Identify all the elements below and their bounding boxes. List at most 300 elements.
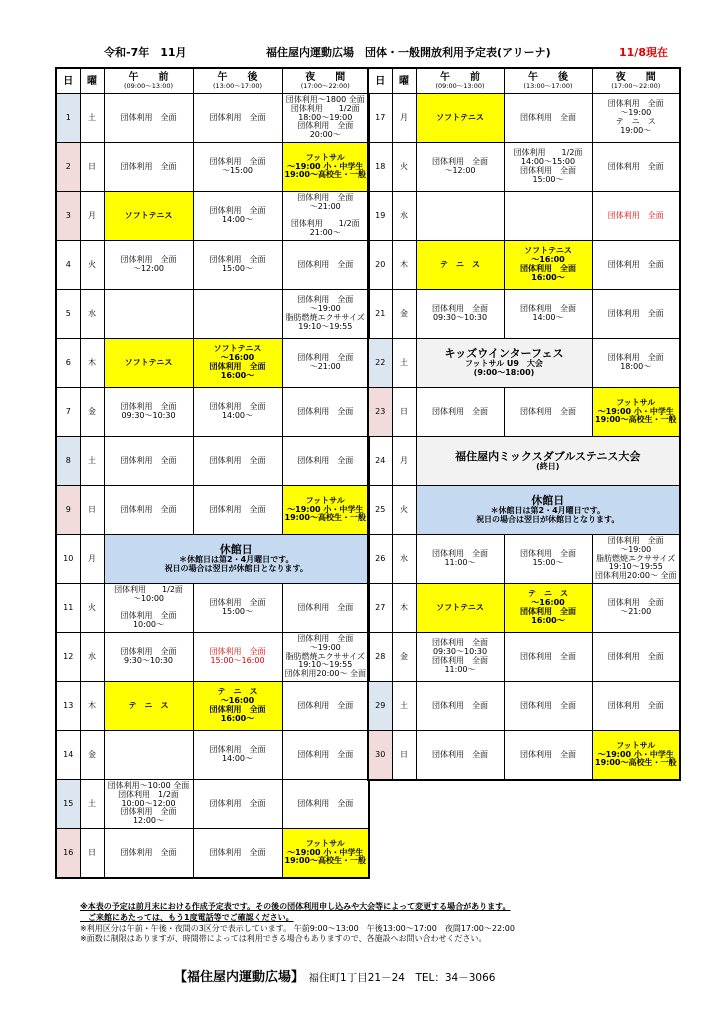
cell-line: 団体利用 全面 — [432, 549, 488, 559]
cell-line: ＊休館日は第2・4月曜日です。 — [490, 506, 605, 516]
cell-line: ～19:00 小・中学生 — [287, 847, 364, 857]
col-weekday: 曜 — [392, 68, 416, 94]
weekday-cell: 金 — [392, 290, 416, 339]
afternoon-cell — [193, 780, 282, 829]
cell-line: 祝日の場合は翌日が休館日となります。 — [476, 515, 620, 525]
cell-line: 19:10～19:55 — [298, 321, 353, 331]
day-cell: 30 — [368, 731, 392, 781]
afternoon-cell — [504, 731, 592, 781]
cell-line: ～10:00 — [132, 593, 165, 603]
cell-line: 団体利用 全面 — [607, 536, 664, 545]
cell-line: 団体利用 全面 — [120, 112, 177, 122]
morning-cell — [104, 584, 193, 633]
weekday-cell: 日 — [392, 731, 416, 781]
day-cell: 2 — [56, 143, 80, 192]
cell-line: 14:00～ — [532, 313, 564, 322]
cell-line: ソフトテニス — [213, 344, 262, 354]
cell-line: 団体利用 全面 — [209, 402, 266, 412]
cell-line: ～16:00 — [531, 255, 565, 265]
cell-line: 団体利用 全面 — [120, 504, 177, 514]
morning-cell — [104, 731, 193, 780]
closed-or-event-cell — [416, 437, 680, 486]
afternoon-cell — [193, 339, 282, 388]
afternoon-cell — [504, 241, 592, 290]
schedule-row — [56, 584, 369, 633]
cell-line: 団体利用 全面 — [297, 634, 354, 643]
cell-line: 休館日 — [531, 494, 565, 508]
morning-cell — [416, 731, 504, 781]
col-day: 日 — [56, 68, 80, 94]
cell-line: 15:00～ — [221, 264, 254, 273]
cell-line: 18:00～19:00 — [298, 112, 353, 122]
col-afternoon: 午 後 (13:00～17:00) — [193, 68, 282, 94]
cell-line: 団体利用 全面 — [432, 157, 488, 167]
weekday-cell: 土 — [80, 94, 104, 143]
afternoon-cell — [504, 290, 592, 339]
closed-or-event-cell — [416, 486, 680, 535]
cell-line: 団体利用 全面 — [520, 749, 576, 759]
night-cell — [282, 143, 369, 192]
cell-line: ～19:00 — [620, 108, 652, 118]
schedule-row — [368, 682, 680, 731]
cell-line: フットサル — [305, 495, 345, 505]
cell-line: 団体利用 全面 — [297, 602, 354, 612]
night-cell — [282, 339, 369, 388]
night-cell — [282, 584, 369, 633]
cell-line: 脂肪燃焼エクササイズ — [596, 553, 676, 563]
cell-line: 団体利用20:00～ 全面 — [284, 669, 367, 679]
cell-line: 団体利用 全面 — [432, 749, 488, 759]
cell-line: 団体利用 全面 — [520, 112, 576, 122]
morning-cell — [416, 143, 504, 192]
afternoon-cell — [504, 584, 592, 633]
weekday-cell: 水 — [80, 290, 104, 339]
day-cell: 15 — [56, 780, 80, 829]
note-line: ※本表の予定は前月末における作成予定表です。その後の団体利用申し込みや大会等によって変更する場合があります。 — [80, 902, 511, 911]
weekday-cell: 日 — [80, 143, 104, 192]
night-cell — [592, 388, 680, 437]
morning-cell — [416, 633, 504, 682]
cell-line: 団体利用 全面 — [297, 700, 354, 710]
cell-line: 団体利用 1/2面 — [114, 585, 183, 594]
cell-line: 団体利用～1800 全面 — [285, 95, 365, 104]
cell-line: 団体利用 1/2面 — [290, 219, 360, 229]
cell-line: 団体利用 全面 — [209, 705, 266, 714]
cell-line: 団体利用 全面 — [607, 161, 664, 171]
cell-line: 団体利用 全面 — [607, 210, 664, 220]
weekday-cell: 日 — [80, 829, 104, 879]
cell-line: 団体利用 全面 — [120, 402, 177, 412]
afternoon-cell — [193, 94, 282, 143]
afternoon-cell — [193, 731, 282, 780]
cell-line: 団体利用 全面 — [607, 308, 664, 318]
weekday-cell: 月 — [392, 437, 416, 486]
footer-name: 【福住屋内運動広場】 — [174, 970, 305, 985]
cell-line: 団体利用 全面 — [607, 99, 664, 109]
schedule-row — [368, 192, 680, 241]
day-cell: 4 — [56, 241, 80, 290]
cell-line: 団体利用 全面 — [120, 847, 177, 857]
cell-line: 09:30～10:30 — [121, 411, 176, 420]
cell-line: フットサル — [616, 397, 656, 407]
weekday-cell: 水 — [80, 633, 104, 682]
schedule-row — [56, 486, 369, 535]
afternoon-cell — [504, 94, 592, 143]
weekday-cell: 月 — [80, 192, 104, 241]
col-night: 夜 間 (17:00～22:00) — [592, 68, 680, 94]
cell-line: テ ニ ス — [440, 259, 480, 269]
schedule-row — [368, 143, 680, 192]
cell-line: 団体利用 全面 — [209, 598, 266, 608]
day-cell: 17 — [368, 94, 392, 143]
night-cell — [592, 339, 680, 388]
night-cell — [592, 290, 680, 339]
day-cell: 1 — [56, 94, 80, 143]
cell-line: ソフトテニス — [124, 210, 173, 220]
schedule-row — [56, 780, 369, 829]
cell-line: 19:10～19:55 — [298, 660, 353, 670]
schedule-row — [56, 241, 369, 290]
day-cell: 8 — [56, 437, 80, 486]
day-cell: 3 — [56, 192, 80, 241]
cell-line: 団体利用 全面 — [520, 406, 576, 416]
night-cell — [282, 290, 369, 339]
cell-line: 10:00～ — [132, 620, 165, 630]
afternoon-cell — [193, 143, 282, 192]
cell-line: 団体利用 全面 — [607, 353, 664, 363]
day-cell: 6 — [56, 339, 80, 388]
cell-line: 団体利用 全面 — [209, 798, 266, 808]
cell-line: 団体利用 全面 — [520, 264, 576, 273]
cell-line: 団体利用 全面 — [209, 455, 266, 465]
afternoon-cell — [193, 633, 282, 682]
closed-or-event-cell — [104, 535, 369, 584]
cell-line: ～21:00 — [309, 201, 341, 211]
cell-line: 団体利用 全面 — [297, 455, 354, 465]
cell-line: ソフトテニス — [436, 602, 484, 612]
day-cell: 20 — [368, 241, 392, 290]
day-cell: 16 — [56, 829, 80, 879]
cell-line: 団体利用 全面 — [297, 193, 354, 202]
cell-line: 19:00～高校生・一般 — [284, 170, 366, 180]
header-title: 福住屋内運動広場 団体・一般開放利用予定表(アリーナ) — [266, 46, 551, 59]
cell-line: 団体利用 全面 — [607, 598, 664, 608]
cell-line: 団体利用 全面 — [297, 259, 354, 269]
cell-line: 休館日 — [219, 543, 253, 557]
schedule-row — [56, 388, 369, 437]
cell-line: ～19:00 小・中学生 — [287, 504, 364, 514]
cell-line: 団体利用 全面 — [120, 161, 177, 171]
schedule-row — [368, 388, 680, 437]
weekday-cell: 火 — [392, 486, 416, 535]
night-cell — [282, 682, 369, 731]
schedule-row — [56, 633, 369, 682]
day-cell: 29 — [368, 682, 392, 731]
cell-line: ＊休館日は第2・4月曜日です。 — [179, 555, 294, 565]
morning-cell — [416, 290, 504, 339]
schedule-row — [56, 437, 369, 486]
cell-line: ～12:00 — [444, 166, 476, 175]
note-line: ※利用区分は午前・午後・夜間の3区分で表示しています。 午前9:00～13:00 午後13:00～17:00 夜間17:00～22:00 — [80, 923, 515, 933]
day-cell: 5 — [56, 290, 80, 339]
schedule-row — [368, 94, 680, 143]
schedule-row — [368, 633, 680, 682]
cell-line: 団体利用 全面 — [607, 651, 664, 661]
cell-line: 団体利用 全面 — [432, 700, 488, 710]
morning-cell — [416, 241, 504, 290]
event-cell — [416, 339, 592, 388]
cell-line: 福住屋内ミックスダブルステニス大会 — [455, 449, 641, 463]
cell-line: 団体利用 全面 — [297, 295, 354, 305]
schedule-row — [56, 290, 369, 339]
morning-cell — [104, 633, 193, 682]
col-day: 日 — [368, 68, 392, 94]
header-as-of: 11/8現在 — [619, 46, 668, 59]
footer-address: 福住町1丁目21－24 TEL：34－3066 — [308, 972, 496, 984]
afternoon-cell — [504, 388, 592, 437]
cell-line: ～19:00 — [309, 642, 341, 652]
cell-line: フットサル — [616, 740, 656, 750]
schedule-table-left — [55, 67, 370, 879]
cell-line: 18:00～ — [620, 362, 652, 371]
cell-line: 団体利用 全面 — [209, 206, 266, 216]
schedule-table-right — [367, 67, 681, 781]
night-cell — [282, 731, 369, 780]
night-cell — [282, 192, 369, 241]
weekday-cell: 土 — [80, 437, 104, 486]
night-cell — [282, 388, 369, 437]
cell-line: 15:00～ — [532, 174, 564, 184]
afternoon-cell — [504, 633, 592, 682]
afternoon-cell — [193, 241, 282, 290]
cell-line: 団体利用20:00～ 全面 — [594, 571, 677, 581]
cell-line: 19:00～高校生・一般 — [595, 758, 677, 768]
cell-line: キッズウインターフェス — [444, 347, 564, 361]
day-cell: 11 — [56, 584, 80, 633]
night-cell — [282, 486, 369, 535]
schedule-row — [368, 584, 680, 633]
cell-line: 16:00～ — [220, 713, 255, 723]
cell-line: 団体利用 全面 — [120, 255, 177, 265]
morning-cell — [104, 829, 193, 879]
cell-line: 12:00～ — [132, 816, 165, 826]
cell-line: 団体利用 全面 — [520, 166, 576, 175]
night-cell — [282, 437, 369, 486]
cell-line: ～15:00 — [221, 166, 254, 175]
night-cell — [592, 731, 680, 781]
weekday-cell: 土 — [392, 682, 416, 731]
day-cell: 7 — [56, 388, 80, 437]
cell-line: 21:00～ — [309, 228, 341, 238]
cell-line: ～12:00 — [132, 264, 165, 273]
cell-line: 団体利用 全面 — [432, 406, 488, 416]
cell-line: ～19:00 — [620, 544, 652, 554]
header-period: 令和-7年 11月 — [104, 46, 187, 59]
cell-line: 団体利用 全面 — [120, 455, 177, 465]
schedule-row — [56, 94, 369, 143]
night-cell — [592, 94, 680, 143]
col-afternoon: 午 後 (13:00～17:00) — [504, 68, 592, 94]
cell-line: ～21:00 — [620, 607, 652, 616]
weekday-cell: 木 — [80, 339, 104, 388]
afternoon-cell — [504, 682, 592, 731]
weekday-cell: 水 — [392, 535, 416, 584]
weekday-cell: 日 — [80, 486, 104, 535]
cell-line: (終日) — [536, 461, 560, 471]
night-cell — [592, 633, 680, 682]
afternoon-cell — [193, 192, 282, 241]
schedule-row — [56, 535, 369, 584]
cell-line: 19:00～ — [620, 125, 652, 135]
night-cell — [592, 682, 680, 731]
schedule-row — [56, 192, 369, 241]
weekday-cell: 木 — [80, 682, 104, 731]
night-cell — [592, 584, 680, 633]
cell-line: 14:00～ — [221, 411, 254, 420]
cell-line: 団体利用 全面 — [209, 647, 266, 657]
cell-line: 19:00～高校生・一般 — [284, 513, 366, 523]
night-cell — [282, 780, 369, 829]
morning-cell — [104, 94, 193, 143]
cell-line: ～19:00 — [309, 304, 341, 314]
day-cell: 23 — [368, 388, 392, 437]
cell-line: ～21:00 — [309, 362, 341, 371]
cell-line: 団体利用～10:00 全面 — [107, 781, 190, 790]
col-morning: 午 前 (09:00～13:00) — [416, 68, 504, 94]
cell-line: 19:10～19:55 — [608, 562, 663, 572]
col-morning: 午 前 (09:00～13:00) — [104, 68, 193, 94]
col-weekday: 曜 — [80, 68, 104, 94]
cell-line: 11:00～ — [444, 558, 476, 567]
cell-line: ～19:00 小・中学生 — [287, 161, 364, 171]
night-cell — [592, 143, 680, 192]
weekday-cell: 火 — [80, 584, 104, 633]
cell-line: 20:00～ — [309, 130, 341, 140]
cell-line: 団体利用 全面 — [297, 353, 354, 363]
afternoon-cell — [193, 486, 282, 535]
morning-cell — [104, 241, 193, 290]
morning-cell — [104, 143, 193, 192]
day-cell: 27 — [368, 584, 392, 633]
schedule-row — [368, 339, 680, 388]
cell-line: 団体利用 全面 — [120, 647, 177, 657]
cell-line: 団体利用 全面 — [209, 504, 266, 514]
weekday-cell: 月 — [392, 94, 416, 143]
schedule-row — [56, 829, 369, 879]
night-cell — [282, 633, 369, 682]
cell-line: 団体利用 全面 — [209, 362, 266, 371]
morning-cell — [104, 486, 193, 535]
weekday-cell: 日 — [392, 388, 416, 437]
weekday-cell: 木 — [392, 241, 416, 290]
cell-line: 脂肪燃焼エクササイズ — [285, 313, 365, 322]
col-night: 夜 間 (17:00～22:00) — [282, 68, 369, 94]
cell-line: 19:00～高校生・一般 — [284, 856, 366, 866]
cell-line: ソフトテニス — [436, 112, 484, 122]
schedule-row — [56, 339, 369, 388]
morning-cell — [416, 192, 504, 241]
cell-line: 団体利用 全面 — [120, 611, 177, 621]
day-cell: 22 — [368, 339, 392, 388]
morning-cell — [416, 388, 504, 437]
day-cell: 10 — [56, 535, 80, 584]
cell-line: フットサル — [305, 152, 345, 162]
note-line: ご来館にあたっては、もう1度電話等でご確認ください。 — [80, 912, 294, 922]
day-cell: 18 — [368, 143, 392, 192]
cell-line: 14:00～ — [221, 215, 254, 224]
cell-line: 09:30～10:30 — [432, 313, 488, 322]
night-cell — [282, 829, 369, 879]
afternoon-cell — [504, 535, 592, 584]
day-cell: 14 — [56, 731, 80, 780]
morning-cell — [416, 682, 504, 731]
cell-line: 団体利用 全面 — [520, 304, 576, 314]
footer — [174, 966, 495, 985]
cell-line: 団体利用 全面 — [297, 798, 354, 808]
night-cell — [282, 241, 369, 290]
cell-line: ～16:00 — [531, 598, 565, 608]
cell-line: 団体利用 1/2面 — [118, 789, 179, 799]
cell-line: ～19:00 小・中学生 — [597, 406, 674, 416]
weekday-cell: 金 — [80, 731, 104, 780]
morning-cell — [104, 780, 193, 829]
weekday-cell: 月 — [80, 535, 104, 584]
cell-line: 団体利用 全面 — [520, 607, 576, 616]
morning-cell — [104, 192, 193, 241]
cell-line: 団体利用 全面 — [120, 807, 177, 817]
cell-line: 団体利用 全面 — [520, 651, 576, 661]
day-cell: 28 — [368, 633, 392, 682]
night-cell — [592, 535, 680, 584]
cell-line: 団体利用 全面 — [209, 255, 266, 265]
morning-cell — [104, 388, 193, 437]
cell-line: 14:00～ — [221, 754, 254, 763]
schedule-row — [368, 731, 680, 781]
day-cell: 25 — [368, 486, 392, 535]
cell-line: 16:00～ — [531, 615, 565, 625]
note-line: ※面数に制限はありますが、時間帯によっては利用できる場合もありますので、各施設へお問い合わせください。 — [80, 934, 487, 944]
morning-cell — [104, 290, 193, 339]
cell-line: 16:00～ — [531, 272, 565, 282]
cell-line: 団体利用 全面 — [520, 700, 576, 710]
schedule-row — [368, 535, 680, 584]
day-cell: 24 — [368, 437, 392, 486]
afternoon-cell — [193, 829, 282, 879]
night-cell — [282, 94, 369, 143]
cell-line: 15:00～16:00 — [210, 656, 265, 665]
weekday-cell: 土 — [392, 339, 416, 388]
cell-line: フットサル U9 大会 — [465, 359, 543, 369]
day-cell: 9 — [56, 486, 80, 535]
afternoon-cell — [504, 192, 592, 241]
cell-line: テ ニ ス — [217, 687, 258, 697]
afternoon-cell — [193, 290, 282, 339]
cell-line: 11:00～ — [444, 664, 476, 674]
cell-line: ～16:00 — [220, 696, 255, 706]
weekday-cell: 火 — [392, 143, 416, 192]
cell-line: 団体利用 1/2面 — [290, 103, 360, 113]
cell-line: 団体利用 全面 — [209, 157, 266, 167]
cell-line: 16:00～ — [220, 370, 255, 380]
cell-line: 団体利用 1/2面 — [513, 148, 583, 158]
morning-cell — [416, 535, 504, 584]
cell-line: 脂肪燃焼エクササイズ — [285, 651, 365, 661]
weekday-cell: 木 — [392, 584, 416, 633]
afternoon-cell — [193, 682, 282, 731]
cell-line: テ ニ ス — [615, 117, 656, 126]
morning-cell — [104, 437, 193, 486]
schedule-row — [56, 682, 369, 731]
